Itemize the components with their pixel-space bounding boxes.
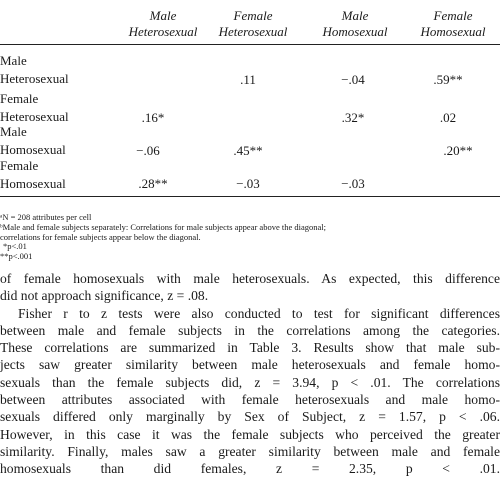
table-cell: .16* (141, 110, 165, 125)
text-line: jects saw greater similarity between male heterosexuals and female homo- (0, 357, 500, 373)
text-line: did not approach significance, z = .08. (0, 288, 209, 304)
note-sig1: *p<.01 (3, 241, 27, 252)
col-header-4-line2: Homosexual (420, 24, 486, 39)
note-n: ᵃN = 208 attributes per cell (0, 212, 92, 222)
text-line: sexuals differed only marginally by Sex of Subject, z = 1.57, p < .06. (0, 409, 500, 425)
row-label-2-line2: Heterosexual (0, 109, 69, 124)
text-line: between male and female subjects in the correlations among the categories. (0, 322, 500, 338)
table-cell: .11 (240, 72, 256, 87)
text-line: similarity. Finally, males saw a greater similarity between male and female (0, 443, 500, 459)
col-header-2-line1: Female (233, 8, 273, 23)
header-rule (0, 44, 500, 45)
table-cell: .02 (439, 110, 457, 125)
row-label-3-line2: Homosexual (0, 142, 66, 157)
note-sig2: **p<.001 (0, 251, 33, 262)
row-label-1-line1: Male (0, 53, 27, 68)
row-label-3-line1: Male (0, 124, 27, 139)
table-notes (0, 213, 500, 262)
col-header-2-line2: Heterosexual (218, 24, 288, 39)
text-line: between attributes associated with female heterosexuals and male homo- (0, 392, 500, 408)
row-label-2 (0, 90, 69, 126)
table-cell: .59** (433, 72, 463, 87)
note-b-line2: correlations for female subjects appear below the diagonal. (0, 231, 201, 242)
table-cell: −.03 (341, 176, 365, 191)
row-label-4-line1: Female (0, 158, 39, 173)
col-header-2 (208, 8, 298, 40)
col-header-1-line2: Heterosexual (128, 24, 198, 39)
table-cell: −.06 (136, 143, 160, 158)
text-line: Fisher r to z tests were also conducted to test for significant differences (18, 305, 500, 321)
text-line: of female homosexuals with male heterosexuals. As expected, this difference (0, 271, 500, 286)
body-text (0, 270, 500, 478)
col-header-4-line1: Female (433, 8, 473, 23)
col-header-3 (310, 8, 400, 40)
row-label-3 (0, 123, 66, 159)
note-b-line1: ᵇMale and female subjects separately: Correlations for male subjects appear above the diagonal; (0, 221, 326, 232)
col-header-1-line1: Male (149, 8, 177, 23)
table-cell: .20** (443, 143, 473, 158)
footer-rule (0, 196, 500, 197)
row-label-1 (0, 52, 69, 88)
row-label-2-line1: Female (0, 91, 39, 106)
text-line: sexuals than the female subjects did, z = 3.94, p < .01. The correlations (0, 374, 500, 390)
table-cell: .28** (138, 176, 168, 191)
text-line: homosexuals than did females, z = 2.35, p < .01. (0, 461, 500, 477)
row-label-4 (0, 157, 66, 193)
col-header-3-line1: Male (341, 8, 369, 23)
col-header-3-line2: Homosexual (322, 24, 388, 39)
row-label-1-line2: Heterosexual (0, 71, 69, 86)
text-line: These correlations are summarized in Table 3. Results show that male sub- (0, 340, 500, 356)
table-cell: .32* (341, 110, 365, 125)
col-header-1 (118, 8, 208, 40)
col-header-4 (408, 8, 498, 40)
text-line: However, in this case it was the female subjects who perceived the greater (0, 426, 500, 442)
table-cell: −.04 (341, 72, 365, 87)
table-cell: −.03 (236, 176, 260, 191)
table-cell: .45** (233, 143, 263, 158)
row-label-4-line2: Homosexual (0, 176, 66, 191)
